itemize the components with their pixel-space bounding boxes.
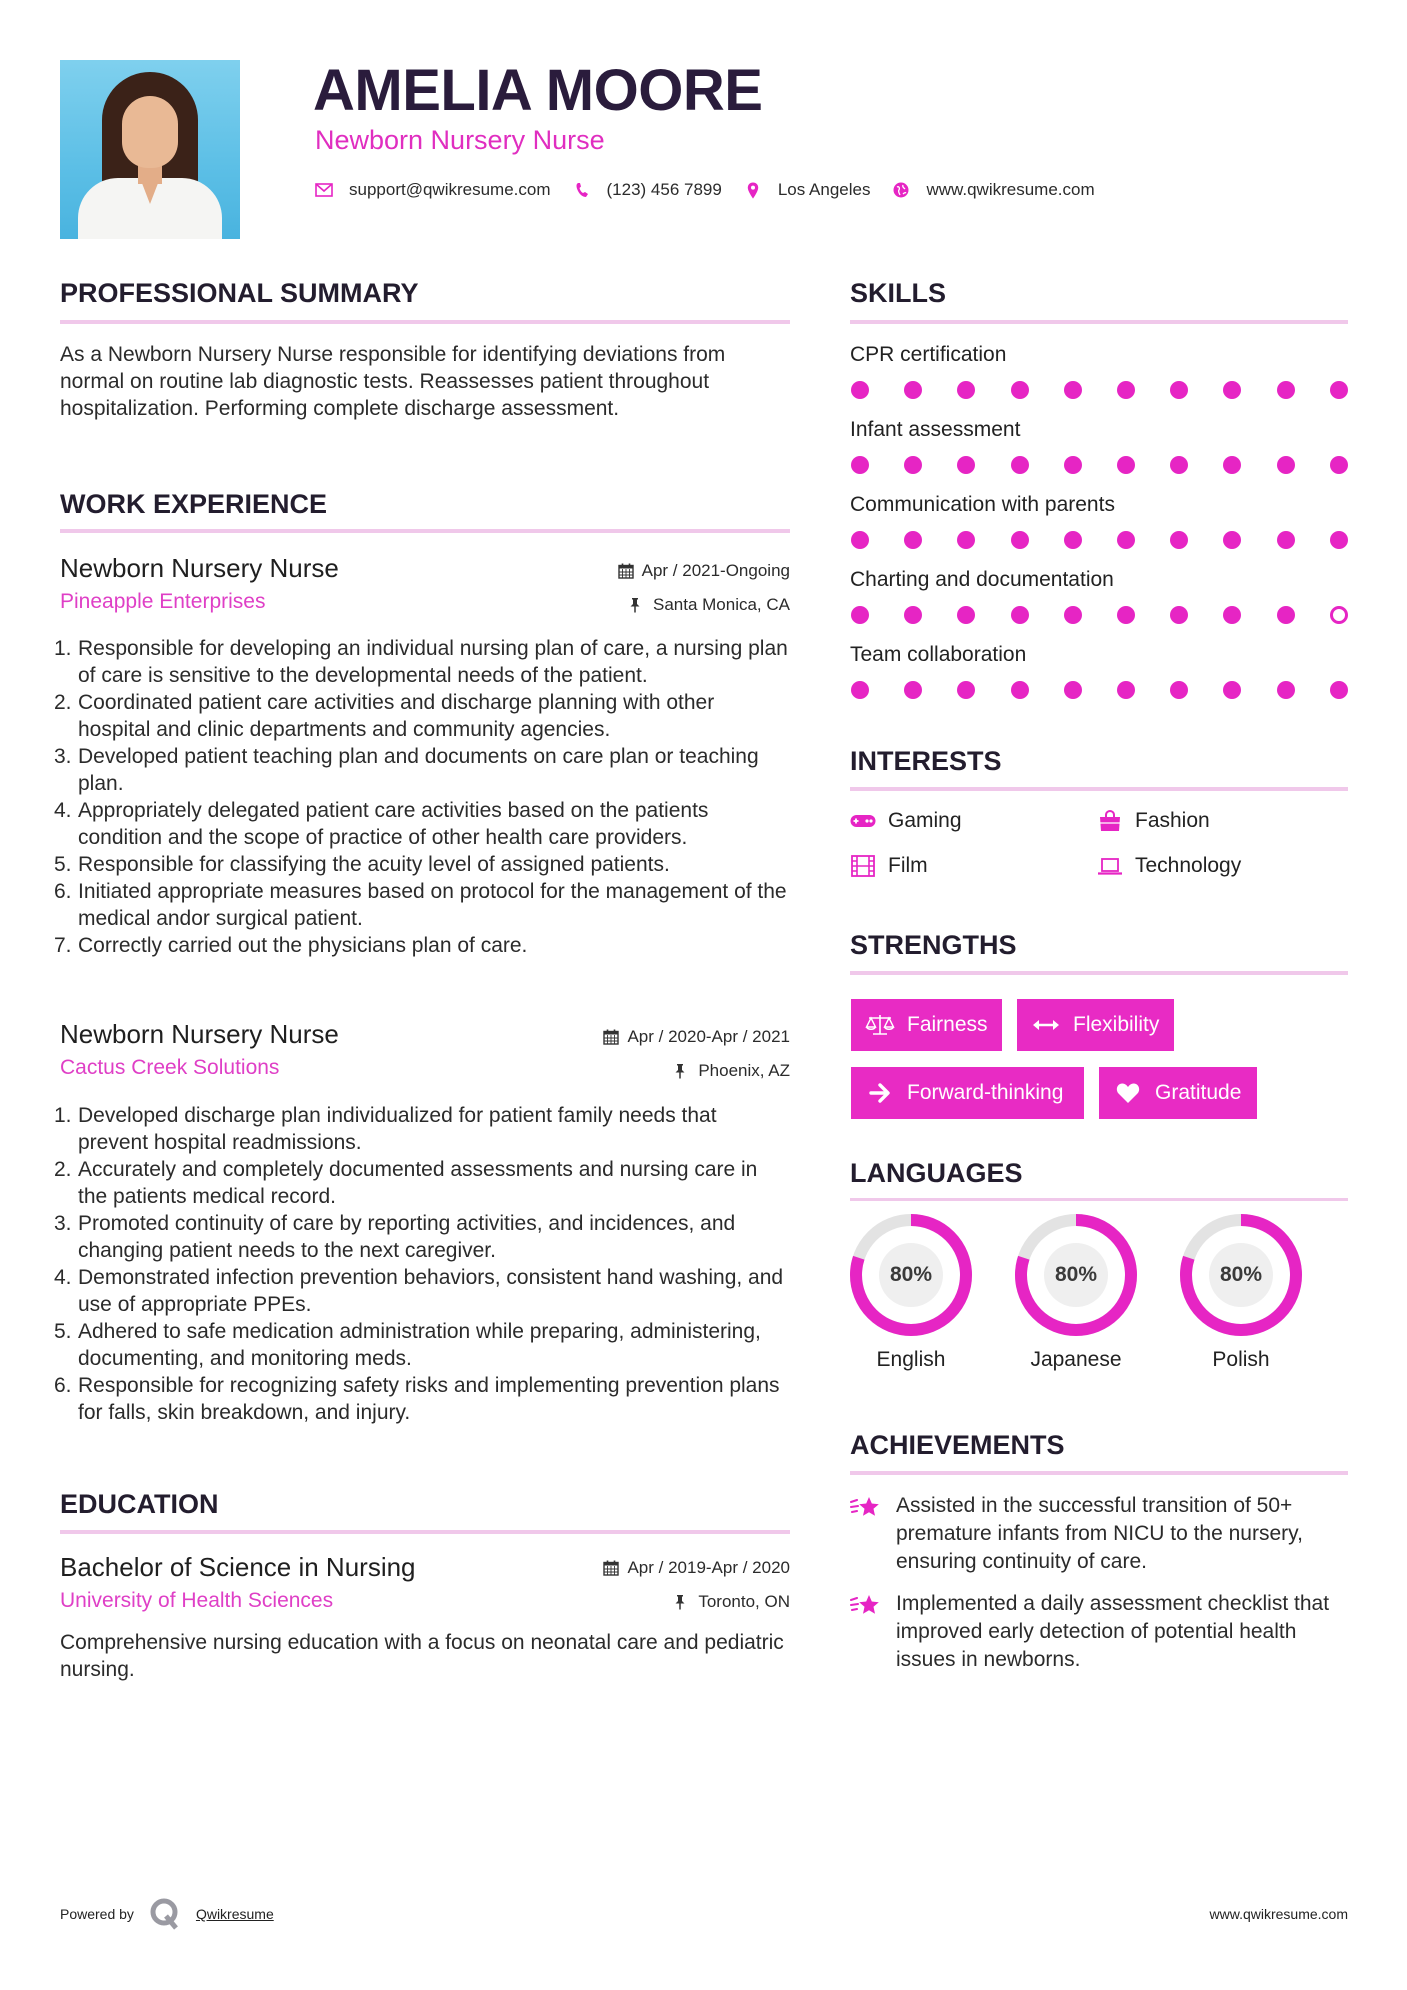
language-item — [1180, 1214, 1302, 1372]
calendar-icon — [603, 1560, 619, 1576]
skill-dot-filled — [1117, 456, 1135, 474]
skill-dot-filled — [851, 606, 869, 624]
skill-dot-filled — [1117, 381, 1135, 399]
contact-website[interactable] — [892, 180, 1094, 200]
list-item: 7. Correctly carried out the physicians plan of care. — [54, 934, 528, 957]
skill-dot-filled — [1277, 606, 1295, 624]
section-divider — [850, 1198, 1348, 1201]
education-school: University of Health Sciences — [60, 1589, 334, 1612]
job-entry-dates: Apr / 2021-Ongoing — [618, 561, 790, 581]
section-divider — [850, 1471, 1348, 1475]
skill-dot-filled — [957, 606, 975, 624]
skill-dot-filled — [1223, 531, 1241, 549]
phone-icon — [573, 181, 591, 199]
skill-dot-filled — [1064, 531, 1082, 549]
qwikresume-logo-icon — [150, 1898, 180, 1930]
skill-dot-filled — [1330, 456, 1348, 474]
skill-dot-filled — [1277, 681, 1295, 699]
skill-dot-filled — [1064, 606, 1082, 624]
education-degree: Bachelor of Science in Nursing — [60, 1552, 416, 1582]
skill-dot-filled — [1117, 606, 1135, 624]
list-item: 2. Accurately and completely documented assessments and nursing care in the patients medical record. — [54, 1158, 758, 1208]
skill-dot-filled — [1064, 381, 1082, 399]
map-pin-icon — [744, 181, 762, 199]
contact-email-text: support@qwikresume.com — [349, 180, 551, 199]
skill-dot-filled — [1277, 531, 1295, 549]
job-duties-list — [54, 1102, 790, 1426]
skill-dot-filled — [904, 606, 922, 624]
education-dates: Apr / 2019-Apr / 2020 — [603, 1558, 790, 1578]
section-divider — [850, 320, 1348, 324]
section-heading-strengths: STRENGTHS — [850, 930, 1017, 960]
job-entry-header — [60, 1019, 790, 1079]
strength-badge: Gratitude — [1099, 1067, 1257, 1119]
laptop-icon — [1097, 855, 1123, 877]
skill-dot-filled — [1330, 381, 1348, 399]
skill-dot-empty — [1330, 606, 1348, 624]
summary-text: As a Newborn Nursery Nurse responsible for identifying deviations from normal on routine lab diagnostic tests. Reassesses patient throughout hospitalization. Performing complete discharge assessment. — [60, 343, 726, 420]
job-title: Newborn Nursery Nurse — [315, 125, 605, 155]
language-percent: 80% — [1054, 1263, 1098, 1286]
skill-rating — [850, 455, 1348, 475]
list-item: 1. Responsible for developing an individual nursing plan of care, a nursing plan of care is sensitive to the developmental needs of the patient. — [54, 637, 788, 687]
contact-phone-text: (123) 456 7899 — [606, 180, 722, 199]
skill-dot-filled — [851, 381, 869, 399]
job-entry-location: Phoenix, AZ — [674, 1061, 790, 1081]
education-location: Toronto, ON — [674, 1592, 790, 1612]
achievement-item: Assisted in the successful transition of 50+ premature infants from NICU to the nursery, ensuring continuity of care. — [850, 1492, 1350, 1576]
section-heading-experience: WORK EXPERIENCE — [60, 489, 328, 519]
skill-dot-filled — [851, 531, 869, 549]
list-item: 3. Promoted continuity of care by reporting activities, and incidences, and changing patient needs to the next caregiver. — [54, 1212, 736, 1262]
contact-location — [744, 180, 871, 200]
skill-dot-filled — [851, 456, 869, 474]
skill-dot-filled — [1011, 681, 1029, 699]
skill-dot-filled — [1277, 381, 1295, 399]
pushpin-icon — [674, 1063, 690, 1079]
section-divider — [60, 320, 790, 324]
skill-item: CPR certification — [850, 342, 1348, 417]
language-progress-ring — [1015, 1214, 1137, 1336]
language-percent: 80% — [1219, 1263, 1263, 1286]
skill-dot-filled — [1170, 456, 1188, 474]
language-progress-ring — [1180, 1214, 1302, 1336]
language-percent: 80% — [889, 1263, 933, 1286]
shooting-star-icon — [850, 1592, 882, 1620]
job-entry-location: Santa Monica, CA — [629, 595, 790, 615]
strength-badge: Fairness — [851, 999, 1002, 1051]
skill-rating — [850, 605, 1348, 625]
section-heading-languages: LANGUAGES — [850, 1158, 1023, 1188]
profile-photo — [60, 60, 240, 239]
list-item: 4. Demonstrated infection prevention behaviors, consistent hand washing, and use of appropriate PPEs. — [54, 1266, 784, 1316]
gamepad-icon — [850, 810, 876, 832]
section-divider — [850, 787, 1348, 791]
list-item: 4. Appropriately delegated patient care activities based on the patients condition and the scope of practice of other health care providers. — [54, 799, 709, 849]
list-item: 5. Adhered to safe medication administration while preparing, administering, documenting, and monitoring meds. — [54, 1320, 761, 1370]
skill-dot-filled — [1011, 456, 1029, 474]
contact-website-text: www.qwikresume.com — [926, 180, 1095, 199]
language-name: Japanese — [1030, 1348, 1122, 1371]
skill-dot-filled — [851, 681, 869, 699]
contact-phone[interactable] — [573, 180, 722, 200]
arrows-horizontal-icon — [1031, 1014, 1061, 1036]
arrow-right-icon — [865, 1082, 895, 1104]
interest-item: Fashion — [1097, 809, 1210, 833]
list-item: 6. Responsible for recognizing safety risks and implementing prevention plans for falls, skin breakdown, and injury. — [54, 1374, 780, 1424]
skill-dot-filled — [1170, 606, 1188, 624]
list-item: 6. Initiated appropriate measures based on protocol for the management of the medical andor surgical patient. — [54, 880, 787, 930]
skill-dot-filled — [1170, 531, 1188, 549]
skill-dot-filled — [904, 531, 922, 549]
candidate-name: AMELIA MOORE — [313, 58, 763, 123]
skill-dot-filled — [957, 381, 975, 399]
contact-row — [315, 178, 1117, 202]
balance-scale-icon — [865, 1014, 895, 1036]
skill-dot-filled — [957, 531, 975, 549]
section-heading-skills: SKILLS — [850, 278, 947, 308]
skill-dot-filled — [1011, 606, 1029, 624]
list-item: 2. Coordinated patient care activities and discharge planning with other hospital and clinic departments and community agencies. — [54, 691, 715, 741]
language-name: Polish — [1212, 1348, 1270, 1371]
film-icon — [850, 855, 876, 877]
section-divider — [60, 1530, 790, 1534]
section-heading-education: EDUCATION — [60, 1489, 219, 1519]
contact-email[interactable] — [315, 180, 551, 200]
skill-dot-filled — [1170, 381, 1188, 399]
skill-dot-filled — [1223, 606, 1241, 624]
skill-dot-filled — [1277, 456, 1295, 474]
section-heading-summary: PROFESSIONAL SUMMARY — [60, 278, 419, 308]
interest-item: Gaming — [850, 809, 962, 833]
envelope-icon — [315, 181, 333, 199]
list-item: 3. Developed patient teaching plan and documents on care plan or teaching plan. — [54, 745, 759, 795]
skill-dot-filled — [957, 681, 975, 699]
skill-dot-filled — [1223, 381, 1241, 399]
section-divider — [60, 529, 790, 533]
job-entry-company: Pineapple Enterprises — [60, 590, 266, 613]
shopping-bag-icon — [1097, 810, 1123, 832]
skills-list — [850, 342, 1348, 717]
language-progress-ring — [850, 1214, 972, 1336]
skill-rating — [850, 680, 1348, 700]
list-item: 1. Developed discharge plan individualized for patient family needs that prevent hospital readmissions. — [54, 1104, 717, 1154]
skill-dot-filled — [1330, 531, 1348, 549]
skill-dot-filled — [904, 681, 922, 699]
skill-dot-filled — [1223, 681, 1241, 699]
section-divider — [850, 971, 1348, 975]
shooting-star-icon — [850, 1494, 882, 1522]
footer-website[interactable]: www.qwikresume.com — [1209, 1906, 1348, 1922]
interest-item: Film — [850, 854, 928, 878]
list-item: 5. Responsible for classifying the acuity level of assigned patients. — [54, 853, 670, 876]
strength-badge: Flexibility — [1017, 999, 1174, 1051]
calendar-icon — [618, 563, 634, 579]
job-entry-dates: Apr / 2020-Apr / 2021 — [603, 1027, 790, 1047]
interest-item: Technology — [1097, 854, 1241, 878]
strength-badge: Forward-thinking — [851, 1067, 1084, 1119]
skill-dot-filled — [1170, 681, 1188, 699]
pushpin-icon — [674, 1594, 690, 1610]
skill-dot-filled — [1117, 531, 1135, 549]
skill-dot-filled — [904, 381, 922, 399]
qwikresume-link[interactable]: Qwikresume — [195, 1906, 274, 1922]
section-heading-achievements: ACHIEVEMENTS — [850, 1430, 1065, 1460]
skill-rating — [850, 380, 1348, 400]
skill-item: Charting and documentation — [850, 567, 1348, 642]
skill-dot-filled — [1011, 381, 1029, 399]
contact-location-text: Los Angeles — [777, 180, 871, 199]
section-heading-interests: INTERESTS — [850, 746, 1002, 776]
skill-dot-filled — [904, 456, 922, 474]
language-item — [850, 1214, 972, 1372]
skill-dot-filled — [1011, 531, 1029, 549]
job-entry-title: Newborn Nursery Nurse — [60, 1019, 339, 1049]
job-entry-company: Cactus Creek Solutions — [60, 1056, 280, 1079]
powered-by-label: Powered by — [60, 1906, 134, 1922]
skill-dot-filled — [1064, 456, 1082, 474]
skill-dot-filled — [1064, 681, 1082, 699]
skill-dot-filled — [957, 456, 975, 474]
calendar-icon — [603, 1029, 619, 1045]
job-entry-header — [60, 553, 790, 613]
job-duties-list — [54, 635, 790, 959]
achievement-item: Implemented a daily assessment checklist that improved early detection of potential health issues in newborns. — [850, 1590, 1350, 1674]
skill-dot-filled — [1117, 681, 1135, 699]
skill-item: Infant assessment — [850, 417, 1348, 492]
skill-item: Communication with parents — [850, 492, 1348, 567]
job-entry-title: Newborn Nursery Nurse — [60, 553, 339, 583]
pushpin-icon — [629, 597, 645, 613]
heart-icon — [1113, 1082, 1143, 1104]
globe-icon — [892, 181, 910, 199]
language-item — [1015, 1214, 1137, 1372]
education-entry-header — [60, 1552, 790, 1612]
footer-powered-by — [60, 1898, 274, 1930]
skill-rating — [850, 530, 1348, 550]
skill-dot-filled — [1223, 456, 1241, 474]
skill-dot-filled — [1330, 681, 1348, 699]
language-name: English — [876, 1348, 946, 1371]
education-description: Comprehensive nursing education with a focus on neonatal care and pediatric nursing. — [60, 1631, 784, 1681]
skill-item: Team collaboration — [850, 642, 1348, 717]
